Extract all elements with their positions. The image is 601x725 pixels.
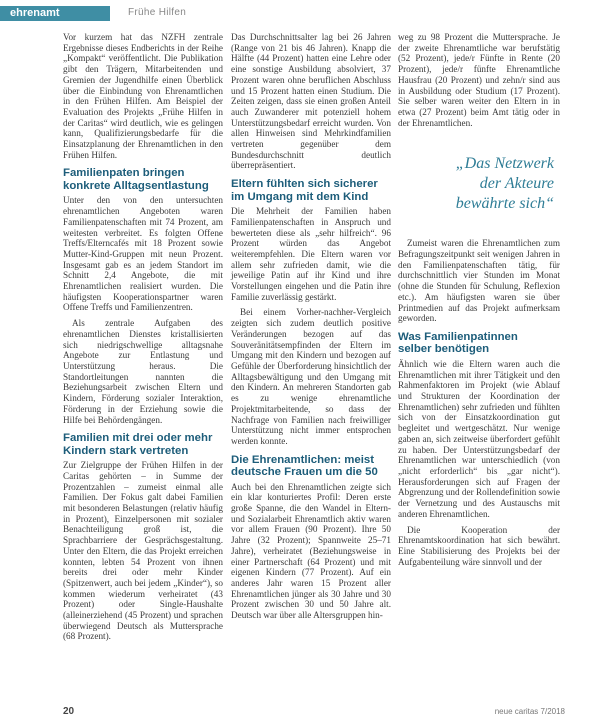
subheading: Familien mit drei oder mehr Kindern stark vertreten — [63, 432, 213, 457]
subheading: Die Ehrenamtlichen: meist deutsche Frauen um die 50 — [231, 453, 378, 479]
paragraph: Unter den von den untersuchten ehrenamtlichen Angeboten waren Familienpatenschaften mit 74 Prozent, am weitesten verbreitet. Es folgten Offene Treffs/Elterncafés mit 18 Prozent sowie Mutter-Kind-Gruppen mit neun Prozent. Insgesamt gab es an jedem Standort im Schnitt 2,4 Angebote, die mit Ehrenamtlichen realisiert wurden. Die häufigsten Kooperationspartner waren Offene Treffs und Familienzentren. — [63, 195, 223, 313]
magazine-name: neue caritas 7/2018 — [494, 707, 565, 716]
page-header — [0, 0, 601, 24]
column-1 — [63, 32, 223, 647]
paragraph: Zur Zielgruppe der Frühen Hilfen in der Caritas gehörten – in Summe der Prozentzahlen – zumeist einmal alle Familien. Der Fokus galt dabei Familien mit besonderen Belastungen (relativ häufig in Prozent), Einzelpersonen mit sozialer Benachteiligung groß ist, die Sprachbarriere der Gesprächsgestaltung. Unter den Eltern, die das Projekt erreichen konnten, lebten 54 Prozent von ihnen bereits drei oder mehr Kinder (Spitzenwert, auch bei jedem „Kinder“), so kommen wiederum verheiratet (43 Prozent) oder Single-Haushalte (alleinerziehend (45 Prozent) und sprachen überwiegend Deutsch als Muttersprache (68 Prozent). — [63, 460, 223, 642]
paragraph: Das Durchschnittsalter lag bei 26 Jahren (Range von 21 bis 46 Jahren). Knapp die Hälfte (44 Prozent) hatten eine Lehre oder eine sonstige Ausbildung absolviert, 37 Prozent waren ohne beruflichen Abschluss und 15 Prozent hatten einen Studium. Die Zeiten zeigen, dass sie einen großen Anteil auch Zuwanderer mit potenziell hohem Unterstützungsbedarf erreicht wurden. Von allen Hinweisen sind Mehrkindfamilien vertreten gegenüber dem Bundesdurchschnitt deutlich überrepräsentiert. — [231, 32, 391, 171]
paragraph: Auch bei den Ehrenamtlichen zeigte sich ein klar konturiertes Profil: Deren erste große Spanne, die den Wandel in Eltern- und Sozialarbeit Ehrenamtlich aktiv waren vor allem Frauen (90 Prozent). Ihre 50 Jahre (32 Prozent); Spannweite 25–71 Jahre), verheiratet (Beziehungsweise in einer Partnerschaft (64 Prozent) und mit eigenen Kindern (77 Prozent). Auf ein anderes Jahr waren 15 Prozent aller Ehrenamtlichen jünger als 30 Jahre und 30 Prozent zwischen 30 und 50 Jahre alt. Deutsch war über alle Altersgruppen hin- — [231, 481, 391, 621]
subheading: Familienpaten bringen konkrete Alltagsentlastung — [63, 167, 209, 192]
paragraph: Als zentrale Aufgaben des ehrenamtlichen Dienstes kristallisierten sich niedrigschwellige alltagsnahe Angebote zur Entlastung und Unterstützung heraus. Die Standortleitungen nannten die Beziehungsarbeit zwischen Eltern und Kindern, Förderung sozialer Interaktion, Förderung in der Erziehung sowie die Hilfe bei Behördengängen. — [63, 318, 223, 425]
paragraph: Zumeist waren die Ehrenamtlichen zum Befragungszeitpunkt seit wenigen Jahren in den Familienpatenschaften tätig, für durchschnittlich vier Stunden im Monat (ohne die Stunden für Schulung, Reflexion etc.). Am häufigsten waren sie über Printmedien auf das Projekt aufmerksam geworden. — [398, 238, 560, 324]
section-kicker: Frühe Hilfen — [128, 7, 187, 18]
paragraph: Die Kooperation der Ehrenamtskoordination hat sich bewährt. Eine Stabilisierung des Projekts bei der Aufgabenteilung wäre sinnvoll und der — [398, 524, 560, 567]
subheading: Was Familienpatinnen selber benötigen — [398, 330, 518, 356]
subheading: Eltern fühlten sich sicherer im Umgang mit dem Kind — [231, 178, 378, 203]
page-number: 20 — [63, 706, 75, 717]
paragraph: Die Mehrheit der Familien haben Familienpatenschaften in Anspruch und bewerteten diese als „sehr hilfreich“. 96 Prozent würden das Angebot weiterempfehlen. Die Eltern waren vor allem sehr zufrieden damit, wie die jeweilige Patin auf ihr Kind und ihre Vorstellungen eingehen und die Patin ihre Familie zuverlässig gestärkt. — [231, 206, 391, 302]
paragraph: Bei einem Vorher-nachher-Vergleich zeigten sich zudem deutlich positive Veränderungen bezogen auf das Souveränitätsempfinden der Eltern im Umgang mit den Kindern und bezogen auf Gefühle der Überforderung hinsichtlich der Alltagsbewältigung und den Umgang mit den Kindern. An mehreren Standorten gab es zu wenige ehrenamtliche Projektmitarbeitende, so dass der Nachfrage von Familien nach freiwilliger Unterstützung nicht immer entsprochen werden konnte. — [231, 307, 391, 446]
section-tag: ehrenamt — [0, 6, 110, 21]
paragraph: Vor kurzem hat das NZFH zentrale Ergebnisse dieses Endberichts in der Reihe „Kompakt“ veröffentlicht. Die Publikation gibt den Trägern, Mitarbeitenden und Gremien der Jugendhilfe einen Überblick über die Einbindung von Ehrenamtlichen in den Frühen Hilfen. Am Beispiel der Evaluation des Projekts „Frühe Hilfen in der Caritas“ wird deutlich, wie es gelingen kann, Qualifizierungsbedarfe für die Einsatzplanung der Ehrenamtlichen in den Frühen Hilfen. — [63, 32, 223, 160]
column-3 — [398, 32, 560, 572]
paragraph: Ähnlich wie die Eltern waren auch die Ehrenamtlichen mit ihrer Tätigkeit und den Rahmenfaktoren im Projekt (wie Ablauf und Strukturen der Koordination der Ehrenamtlichen) sehr zufrieden und fühlten sich von der Einsatzkoordination gut begleitet und wertgeschätzt. Nur wenige gaben an, sich zeitweise überfordert gefühlt zu haben. Der Unterstützungsbedarf der Ehrenamtlichen war unterschiedlich (von „nicht erforderlich“ bis „gar nicht“). Herausforderungen sich auf Fragen der Abgrenzung und der Rollendefinition sowie der Vernetzung und des Austauschs mit anderen Ehrenamtlichen. — [398, 358, 560, 519]
column-2 — [231, 32, 391, 626]
page-footer — [0, 703, 601, 725]
pull-quote: „Das Netzwerk der Akteure bewährte sich“ — [455, 155, 554, 213]
paragraph: weg zu 98 Prozent die Muttersprache. Je der zweite Ehrenamtliche war berufstätig (52 Prozent), jede/r Fünfte in Rente (20 Prozent), jede/r fünfte Ehrenamtliche Hausfrau (20 Prozent) und zehn/r sind aus in Ausbildung oder Studium (17 Prozent). Sie selber waren weiter den Eltern in in etwa (27 Prozent) beim Amt tätig oder in der Ehrenamtlichen. — [398, 32, 560, 128]
